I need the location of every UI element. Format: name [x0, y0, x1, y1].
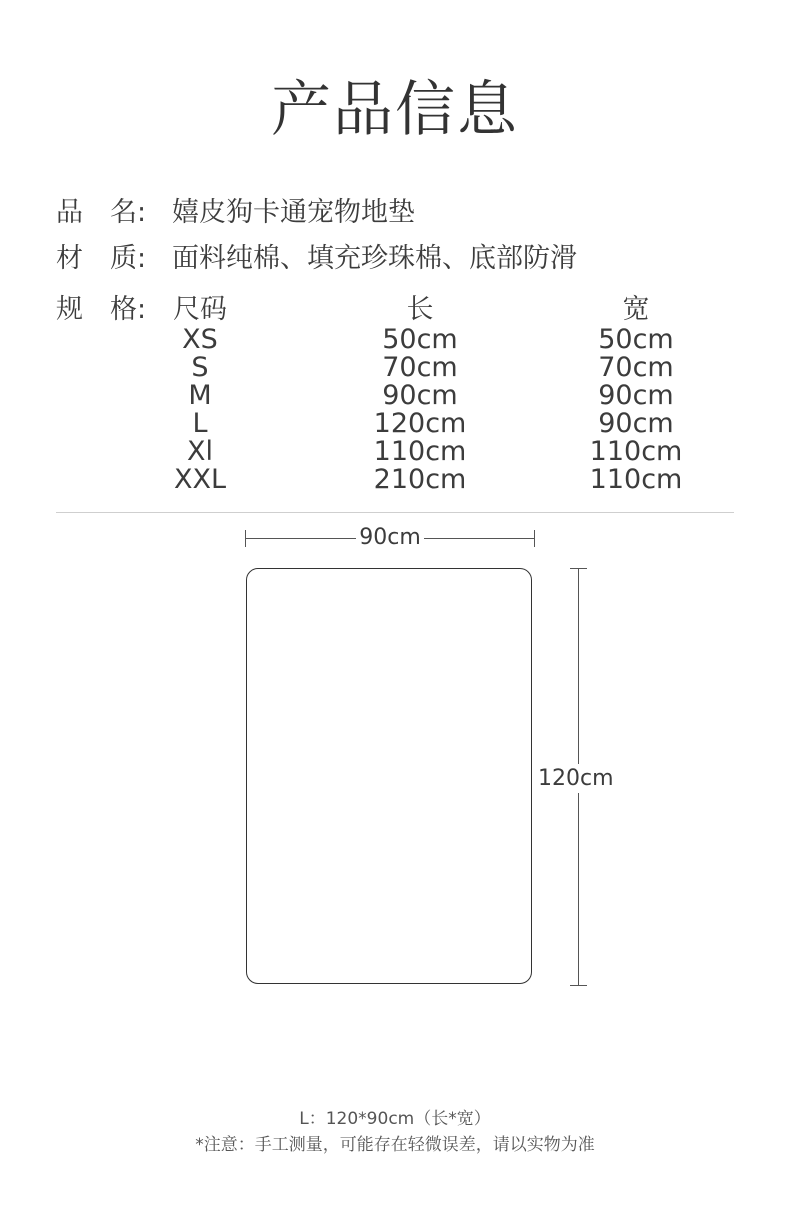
size-note: L：120*90cm（长*宽）	[299, 1109, 491, 1129]
table-cell-length: 50cm	[382, 324, 458, 355]
table-cell-size: L	[192, 408, 208, 439]
table-cell-size: S	[191, 352, 209, 383]
table-cell-length: 210cm	[373, 464, 467, 495]
disclaimer: *注意：手工测量，可能存在轻微误差，请以实物为准	[195, 1135, 595, 1155]
table-cell-length: 120cm	[373, 408, 467, 439]
size-column	[150, 326, 250, 494]
material-row	[56, 236, 577, 275]
product-name-row	[56, 190, 415, 229]
table-cell-length: 90cm	[382, 380, 458, 411]
length-dimension	[540, 568, 620, 986]
size-column-header: 尺码	[173, 294, 227, 325]
table-cell-size: XS	[182, 324, 218, 355]
width-column	[556, 326, 716, 494]
length-dimension-label: 120cm	[538, 766, 614, 791]
width-dimension-label-wrap	[245, 525, 535, 550]
mat-outline	[246, 568, 532, 984]
table-cell-width: 90cm	[598, 408, 674, 439]
width-column-header: 宽	[622, 294, 650, 325]
table-cell-length: 70cm	[382, 352, 458, 383]
page-title: 产品信息	[271, 75, 519, 145]
table-cell-width: 110cm	[589, 464, 683, 495]
table-cell-width: 90cm	[598, 380, 674, 411]
table-cell-length: 110cm	[373, 436, 467, 467]
product-name-value: 嬉皮狗卡通宠物地垫	[172, 197, 415, 228]
spec-label: 规 格:	[56, 294, 147, 325]
material-value: 面料纯棉、填充珍珠棉、底部防滑	[172, 243, 577, 274]
dimension-tick	[570, 985, 587, 986]
product-name-label: 品 名:	[56, 197, 147, 228]
section-divider	[56, 512, 734, 513]
table-cell-width: 70cm	[598, 352, 674, 383]
width-dimension	[245, 525, 535, 553]
table-cell-width: 110cm	[589, 436, 683, 467]
length-column	[340, 326, 500, 494]
table-cell-size: Xl	[187, 436, 213, 467]
material-label: 材 质:	[56, 243, 147, 274]
width-dimension-label: 90cm	[356, 525, 424, 550]
table-cell-size: XXL	[173, 464, 227, 495]
length-column-header: 长	[406, 294, 434, 325]
table-cell-width: 50cm	[598, 324, 674, 355]
table-cell-size: M	[188, 380, 212, 411]
